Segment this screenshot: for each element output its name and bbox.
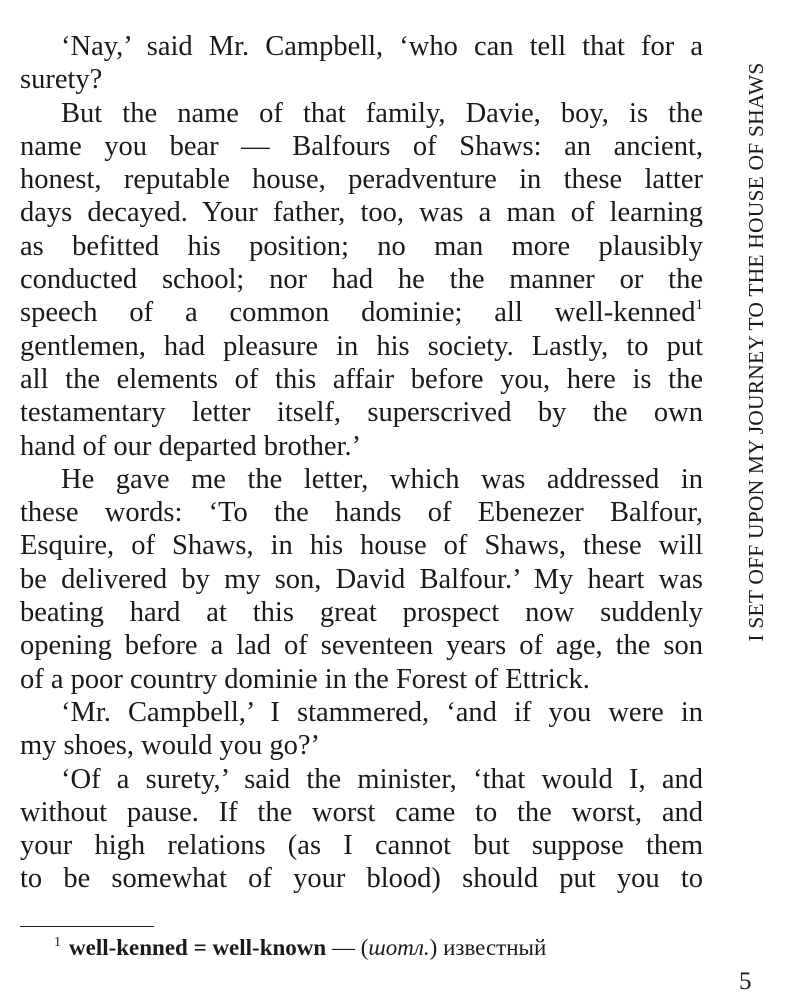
footnote-lang-open: ( [360, 935, 369, 960]
text-line: beating hard at this great prospect now suddenly [20, 597, 703, 629]
text-line: your high relations (as I cannot but suppose them [20, 830, 703, 862]
text-line: He gave me the letter, which was addressed in [61, 463, 703, 495]
footnote-translation: известный [443, 935, 547, 960]
text-line: ‘Of a surety,’ said the minister, ‘that would I, and [61, 763, 703, 795]
text-line: days decayed. Your father, too, was a man of learning [20, 197, 703, 229]
text-line: ‘Nay,’ said Mr. Campbell, ‘who can tell that for a [61, 31, 703, 62]
text-line: ‘Mr. Campbell,’ I stammered, ‘and if you were in [61, 696, 703, 728]
text-line: without pause. If the worst came to the worst, and [20, 796, 703, 828]
running-head: I SET OFF UPON MY JOURNEY TO THE HOUSE OF SHAWS [744, 62, 768, 642]
footnote-lang-close: ) [429, 935, 438, 960]
text-line: surety? [20, 64, 103, 96]
text-line: honest, reputable house, peradventure in these latter [20, 164, 703, 196]
text-line: my shoes, would you go?’ [20, 730, 321, 762]
page-number: 5 [739, 968, 752, 995]
text-line: speech of a common dominie; all well-kenned [20, 297, 696, 329]
text-line-with-footnote-ref [20, 296, 703, 329]
body-text [20, 30, 703, 896]
text-line: to be somewhat of your blood) should put you to [20, 863, 703, 895]
text-line: of a poor country dominie in the Forest of Ettrick. [20, 663, 590, 695]
text-line: hand of our departed brother.’ [20, 430, 362, 462]
text-line: all the elements of this affair before you, here is the [20, 363, 703, 395]
text-line: these words: ‘To the hands of Ebenezer Balfour, [20, 497, 703, 529]
text-line: But the name of that family, Davie, boy, is the [61, 97, 703, 129]
text-line: conducted school; nor had he the manner or the [20, 264, 703, 296]
footnote-dash: — [331, 935, 355, 960]
footnote-term: well-kenned = well-known [69, 935, 327, 960]
text-line: be delivered by my son, David Balfour.’ My heart was [20, 563, 703, 595]
footnote-number: 1 [54, 935, 61, 950]
text-line: gentlemen, had pleasure in his society. Lastly, to put [20, 330, 703, 362]
footnote [54, 932, 546, 964]
text-line: testamentary letter itself, superscrived by the own [20, 397, 703, 429]
text-line: opening before a lad of seventeen years of age, the son [20, 630, 703, 662]
text-line: as befitted his position; no man more plausibly [20, 230, 703, 262]
footnote-language: шотл. [368, 935, 430, 960]
text-line: Esquire, of Shaws, in his house of Shaws, these will [20, 530, 703, 562]
footnote-reference: 1 [695, 297, 703, 314]
text-line: name you bear — Balfours of Shaws: an ancient, [20, 130, 703, 162]
footnote-divider [20, 926, 154, 927]
